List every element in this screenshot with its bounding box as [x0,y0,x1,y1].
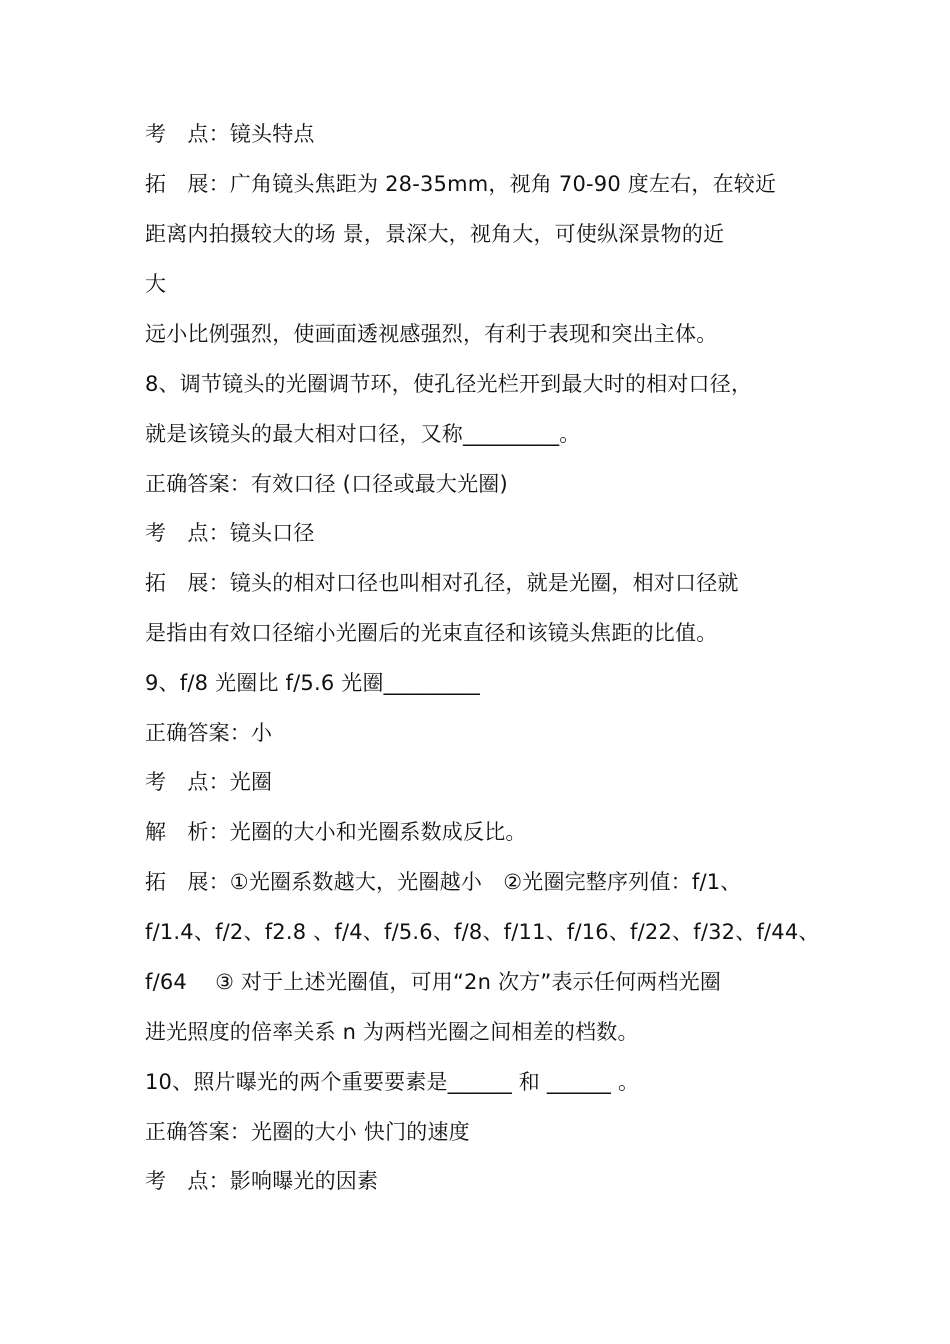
text-line: 距离内拍摄较大的场 景，景深大，视角大，可使纵深景物的近 [145,222,725,246]
text-line: f/64 ③ 对于上述光圈值，可用“2n 次方”表示任何两档光圈 [145,970,722,994]
text-line: 是指由有效口径缩小光圈后的光束直径和该镜头焦距的比值。 [145,621,718,645]
text-line: 拓 展：广角镜头焦距为 28-35mm，视角 70-90 度左右，在较近 [145,172,777,196]
text-line: f/1.4、f/2、f2.8 、f/4、f/5.6、f/8、f/11、f/16、f/22、f/32、f/44、 [145,920,820,944]
text-line: 远小比例强烈，使画面透视感强烈，有利于表现和突出主体。 [145,322,718,346]
question-8: 8、调节镜头的光圈调节环，使孔径光栏开到最大时的相对口径， [145,372,753,396]
text-line: 考 点：光圈 [145,770,273,794]
text-line: 进光照度的倍率关系 n 为两档光圈之间相差的档数。 [145,1020,639,1044]
answer-line: 正确答案：光圈的大小 快门的速度 [145,1120,470,1144]
text-line: 考 点：影响曝光的因素 [145,1169,379,1193]
question-9: 9、f/8 光圈比 f/5.6 光圈_________ [145,671,480,695]
text-line: 考 点：镜头口径 [145,521,315,545]
question-10: 10、照片曝光的两个重要要素是______ 和 ______ 。 [145,1070,640,1094]
text-line: 大 [145,272,167,296]
text-line: 解 析：光圈的大小和光圈系数成反比。 [145,820,527,844]
text-line: 拓 展：①光圈系数越大，光圈越小 ②光圈完整序列值：f/1、 [145,870,742,894]
text-line: 就是该镜头的最大相对口径，又称_________。 [145,422,581,446]
text-line: 拓 展：镜头的相对口径也叫相对孔径，就是光圈，相对口径就 [145,571,739,595]
answer-line: 正确答案：有效口径 (口径或最大光圈) [145,472,508,496]
answer-line: 正确答案：小 [145,721,273,745]
text-line: 考 点：镜头特点 [145,122,315,146]
